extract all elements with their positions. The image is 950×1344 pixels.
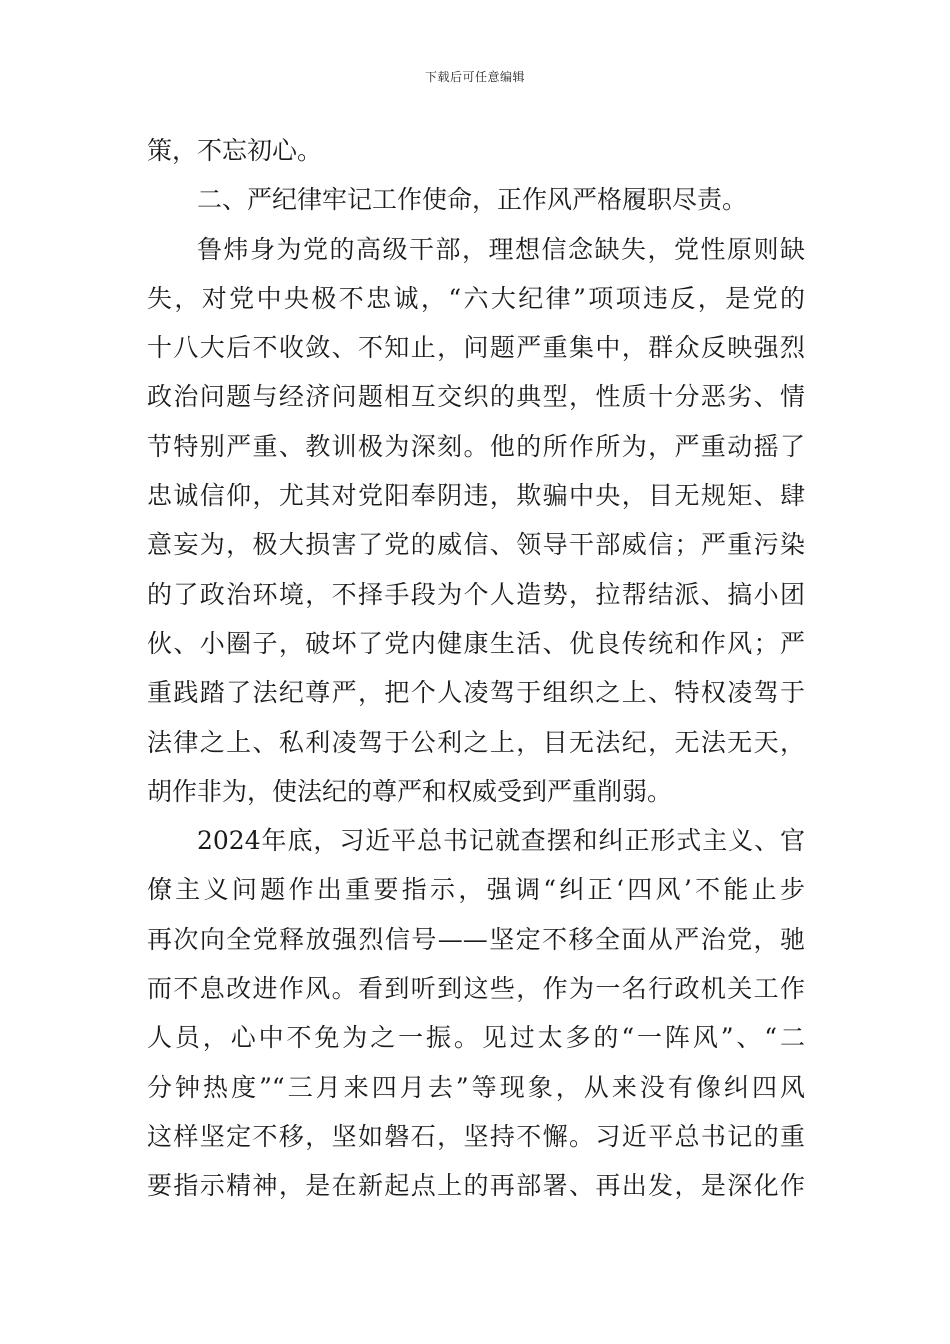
- text-line: 人员，心中不免为之一振。见过太多的“一阵风”、“二: [147, 1023, 805, 1053]
- section-heading: 二、严纪律牢记工作使命，正作风严格履职尽责。: [197, 185, 748, 215]
- text-line: 忠诚信仰，尤其对党阳奉阴违，欺骗中央，目无规矩、肆: [147, 481, 805, 511]
- text-line: 僚主义问题作出重要指示，强调“纠正‘四风’不能止步: [147, 875, 805, 905]
- text-line: 十八大后不收敛、不知止，问题严重集中，群众反映强烈: [147, 333, 805, 363]
- page-header-note: 下载后可任意编辑: [424, 70, 525, 84]
- text-line: 意妄为，极大损害了党的威信、领导干部威信；严重污染: [147, 530, 805, 560]
- text-line: 要指示精神，是在新起点上的再部署、再出发，是深化作: [147, 1171, 805, 1201]
- text-line: 胡作非为，使法纪的尊严和权威受到严重削弱。: [147, 776, 673, 806]
- text-line: 节特别严重、教训极为深刻。他的所作所为，严重动摇了: [147, 431, 805, 461]
- text-line: 失，对党中央极不忠诚，“六大纪律”项项违反，是党的: [147, 283, 805, 313]
- text-line: 伙、小圈子，破坏了党内健康生活、优良传统和作风；严: [147, 628, 805, 658]
- text-line: 法律之上、私利凌驾于公利之上，目无法纪，无法无天，: [147, 727, 805, 757]
- text-line: 这样坚定不移，坚如磐石，坚持不懈。习近平总书记的重: [147, 1121, 805, 1151]
- text-line: 鲁炜身为党的高级干部，理想信念缺失，党性原则缺: [197, 234, 805, 264]
- text-line: 的了政治环境，不择手段为个人造势，拉帮结派、搞小团: [147, 579, 805, 609]
- text-line: 而不息改进作风。看到听到这些，作为一名行政机关工作: [147, 974, 805, 1004]
- text-line: 2024年底，习近平总书记就查摆和纠正形式主义、官: [197, 826, 805, 856]
- text-line: 分钟热度”“三月来四月去”等现象，从来没有像纠四风: [147, 1072, 805, 1102]
- text-line: 策，不忘初心。: [147, 136, 323, 165]
- text-line: 重践踏了法纪尊严，把个人凌驾于组织之上、特权凌驾于: [147, 678, 805, 708]
- document-body: [147, 131, 805, 1216]
- text-line: 再次向全党释放强烈信号——坚定不移全面从严治党，驰: [147, 924, 805, 954]
- text-line: 政治问题与经济问题相互交织的典型，性质十分恶劣、情: [147, 382, 805, 412]
